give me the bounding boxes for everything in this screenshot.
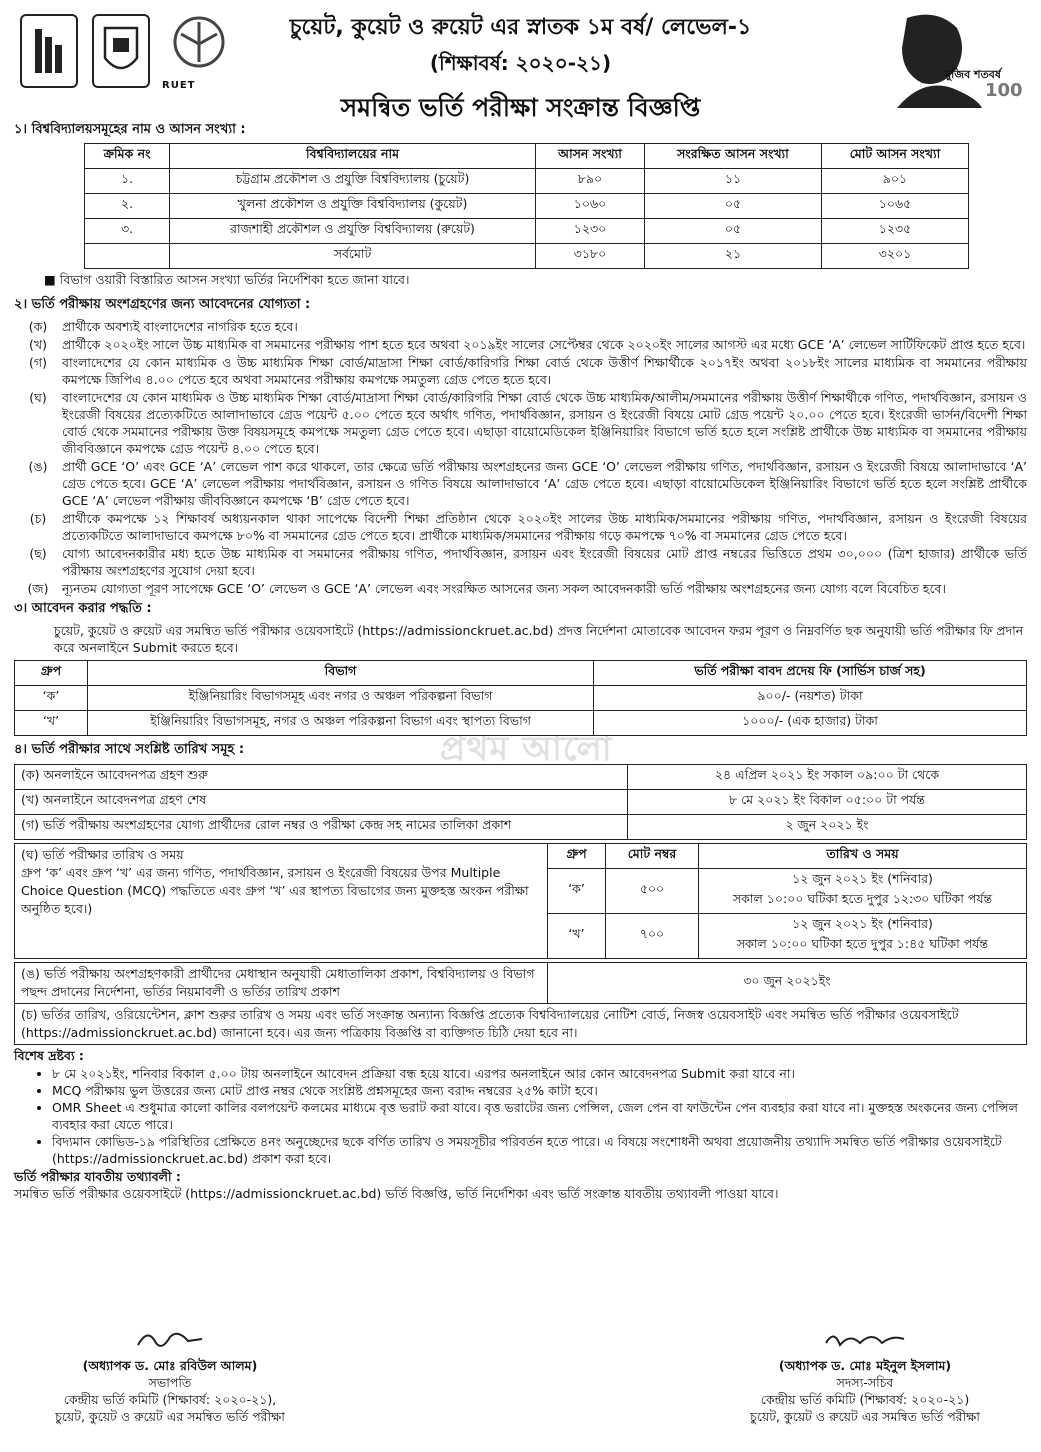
right-name: (অধ্যাপক ড. মোঃ মইনুল ইসলাম): [778, 1358, 952, 1373]
section1-title: ১। বিশ্ববিদ্যালয়সমূহের নাম ও আসন সংখ্যা :: [14, 122, 246, 137]
item-label: (গ): [29, 355, 47, 370]
cell: ইঞ্জিনিয়ারিং বিভাগসমূহ, নগর ও অঞ্চল পরিকল্পনা বিভাগ এবং স্থাপত্য বিভাগ: [88, 711, 594, 736]
cell: ১২৩০: [536, 219, 645, 244]
cell: ৩.: [85, 219, 170, 244]
title-line1: চুয়েট, কুয়েট ও রুয়েট এর স্নাতক ১ম বর্ষ/ লেভেল-১: [289, 15, 752, 40]
table-row: [15, 686, 1027, 711]
item-label: (খ): [29, 337, 47, 352]
list-item: • OMR Sheet এ শুধুমাত্র কালো কালির বলপয়েন্ট কলমের মাধ্যমে বৃত্ত ভরাট করা যাবে। বৃত্ত ভরাটের জন্য পেন্সিল, জেল পেন বা ফাউন্টেন পেন ব্যবহার করা যাবে না। মুক্তহস্ত অংকনের জন্য পেন্সিল ব্যবহার করা যেতে পারে।: [52, 1099, 1027, 1133]
col-reserved: সংরক্ষিত আসন সংখ্যা: [644, 144, 821, 169]
cell: ৮৯০: [536, 169, 645, 194]
item-label: (ঘ): [29, 390, 47, 405]
datetime-cell: [699, 914, 1027, 959]
cell: ২১: [644, 244, 821, 269]
cell: (গ) ভর্তি পরীক্ষায় অংশগ্রহণের যোগ্য প্রার্থীদের রোল নম্বর ও পরীক্ষা কেন্দ্র সহ নামের তালিকা প্রকাশ: [15, 815, 628, 840]
cell: ৫০০: [606, 869, 699, 914]
item-label: (চ): [29, 511, 47, 526]
col-serial: ক্রমিক নং: [85, 144, 170, 169]
cell: ২৪ এপ্রিল ২০২১ ইং সকাল ০৯:০০ টা থেকে: [628, 765, 1027, 790]
datetime-cell: [699, 869, 1027, 914]
item-text: বাংলাদেশের যে কোন মাধ্যমিক ও উচ্চ মাধ্যমিক শিক্ষা বোর্ড/মাদ্রাসা শিক্ষা বোর্ড/কারিগরি শিক্ষা বোর্ড থেকে উত্তীর্ণ শিক্ষার্থীকে ২০১৭ইং অথবা ২০১৮ইং সালের মাধ্যমিক বা সমমানের পরীক্ষায় কমপক্ষে জিপিএ ৪.০০ পেতে হবে অথবা সমমানের পরীক্ষায় কমপক্ষে সমতুল্য গ্রেড পেতে হতে হবে।: [62, 355, 1027, 387]
merit-text: (ঙ) ভর্তি পরীক্ষায় অংশগ্রহণকারী প্রার্থীদের মেধাস্থান অনুযায়ী মেধাতালিকা প্রকাশ, বিশ্ববিদ্যালয় ও বিভাগ পছন্দ প্রদানের নির্দেশনা, ভর্তির নিয়মাবলী ও ভর্তির তারিখ প্রকাশ: [15, 963, 548, 1004]
ruet-logo-text: RUET: [162, 80, 196, 91]
table-row: [15, 790, 1027, 815]
title-line2: (শিক্ষাবর্ষ: ২০২০-২১): [429, 51, 612, 75]
section1-note: ■ বিভাগ ওয়ারী বিস্তারিত আসন সংখ্যা ভর্তির নির্দেশিকা হতে জানা যাবে।: [44, 272, 410, 287]
table-row: [85, 219, 969, 244]
table-header-row: [85, 144, 969, 169]
section2-title: ২। ভর্তি পরীক্ষায় অংশগ্রহণের জন্য আবেদনের যোগ্যতা :: [14, 297, 311, 312]
cell: ০৫: [644, 194, 821, 219]
signature-scribble-icon: [130, 1325, 210, 1353]
table-total-row: [85, 244, 969, 269]
col-group: গ্রুপ: [15, 661, 88, 686]
mujib-centenary-badge: [867, 8, 1023, 108]
merit-table: [14, 962, 1027, 1045]
right-role: সদস্য-সচিব: [836, 1375, 894, 1390]
list-item: [14, 458, 1027, 509]
col-marks: মোট নম্বর: [606, 844, 699, 869]
badge-text: মুজিব শতবর্ষ: [945, 68, 1001, 81]
item-text: যোগ্য আবেদনকারীর মধ্য হতে উচ্চ মাধ্যমিক বা সমমানের পরীক্ষায় গণিত, পদার্থবিজ্ঞান, রসায়ন এবং ইংরেজী বিষয়ের মোট প্রাপ্ত নম্বরের ভিত্তিতে প্রথম ৩০,০০০ (ত্রিশ হাজার) প্রার্থীকে ভর্তি পরীক্ষায় অংশগ্রহণের সুযোগ দেয়া হবে।: [62, 546, 1027, 578]
cell: রাজশাহী প্রকৌশল ও প্রযুক্তি বিশ্ববিদ্যালয় (রুয়েট): [170, 219, 536, 244]
left-committee: কেন্দ্রীয় ভর্তি কমিটি (শিক্ষাবর্ষ: ২০২০-২১),: [63, 1392, 277, 1407]
col-seats: আসন সংখ্যা: [536, 144, 645, 169]
cell: ‘খ’: [548, 914, 606, 959]
seats-table: [84, 143, 969, 269]
list-item: [14, 510, 1027, 544]
section4-title: ৪। ভর্তি পরীক্ষার সাথে সংশ্লিষ্ট তারিখ সমূহ :: [14, 742, 245, 757]
item-text: প্রার্থী GCE ‘O’ এবং GCE ‘A’ লেভেল পাশ করে থাকলে, তার ক্ষেত্রে ভর্তি পরীক্ষায় অংশগ্রহনের জন্য GCE ‘O’ লেভেল পরীক্ষায় গণিত, পদার্থবিজ্ঞান, রসায়ন ও ইংরেজী বিষয়ে আলাদাভাবে ‘A’ গ্রেড পেতে হবে। GCE ‘A’ লেভেল পরীক্ষায় পদার্থবিজ্ঞান, রসায়ন ও গণিত বিষয়ে আলাদাভাবে ‘A’ গ্রেড পেতে হবে। এছাড়া বায়োমেডিকেল ইঞ্জিনিয়ারিং বিভাগে ভর্তি হতে হলে সংশ্লিষ্ট প্রার্থীকে GCE ‘A’ লেভেল পরীক্ষায় জীববিজ্ঞানে কমপক্ষে ‘B’ গ্রেড পেতে হবে।: [62, 459, 1027, 508]
cell: ১২৩৫: [821, 219, 968, 244]
left-exam: চুয়েট, কুয়েট ও রুয়েট এর সমন্বিত ভর্তি পরীক্ষা: [55, 1409, 285, 1424]
list-item: [14, 336, 1027, 353]
list-item: • বিদ্যমান কোভিড-১৯ পরিস্থিতির প্রেক্ষিতে ৪নং অনুচ্ছেদের ছকে বর্ণিত তারিখ ও সময়সূচীর পরিবর্তন হতে পারে। এ বিষয়ে সংশোধনী অথবা প্রয়োজনীয় তথ্যাদি সমন্বিত ভর্তি পরীক্ষার ওয়েবসাইটে (https://admissionckruet.ac.bd) প্রকাশ করা হবে।: [52, 1133, 1027, 1167]
header: [14, 6, 1027, 122]
notes-list: [14, 1065, 1027, 1167]
watermark-logo: প্রথম আলো: [440, 729, 613, 769]
other-info: (চ) ভর্তির তারিখ, ওরিয়েন্টেশন, ক্লাশ শুরুর তারিখ ও সময় এবং ভর্তি সংক্রান্ত অন্যান্য বিজ্ঞপ্তি প্রত্যেক বিশ্ববিদ্যালয়ের নোটিশ বোর্ড, নিজস্ব ওয়েবসাইট এবং সমন্বিত ভর্তি পরীক্ষার ওয়েবসাইটে (https://admissionckruet.ac.bd) জানানো হবে। এর জন্য পত্রিকায় বিজ্ঞপ্তি বা ব্যক্তিগত চিঠি দেয়া হবে না।: [15, 1004, 1027, 1045]
table-header-row: [15, 844, 1027, 869]
exam-description: গ্রুপ ‘ক’ এবং গ্রুপ ‘খ’ এর জন্য গণিত, পদার্থবিজ্ঞান, রসায়ন ও ইংরেজী বিষয়ের উপর Multiple Choice Question (MCQ) পদ্ধতিতে এবং গ্রুপ ‘খ’ এর স্থাপত্য বিভাগের জন্য মুক্তহস্ত অংকন পরীক্ষা অনুষ্ঠিত হবে।): [21, 865, 529, 916]
notes-title: বিশেষ দ্রষ্টব্য :: [14, 1048, 84, 1063]
col-university: বিশ্ববিদ্যালয়ের নাম: [170, 144, 536, 169]
signature-scribble-icon: [820, 1325, 910, 1353]
signature-right: [710, 1325, 1020, 1425]
table-row: [15, 815, 1027, 840]
title-main: সমন্বিত ভর্তি পরীক্ষা সংক্রান্ত বিজ্ঞপ্তি: [340, 93, 701, 122]
col-group: গ্রুপ: [548, 844, 606, 869]
list-item: • ৮ মে ২০২১ইং, শনিবার বিকাল ৫.০০ টায় অনলাইনে আবেদন প্রক্রিয়া বন্ধ হয়ে যাবে। এরপর অনলাইনে আর কোন আবেদনপত্র Submit করা যাবে না।: [52, 1065, 1027, 1082]
table-header-row: [15, 661, 1027, 686]
title-block: [194, 6, 847, 131]
item-text: প্রার্থীকে অবশ্যই বাংলাদেশের নাগরিক হতে হবে।: [62, 319, 298, 334]
cell: ২.: [85, 194, 170, 219]
exam-description-cell: [15, 844, 548, 959]
exam-date: ১২ জুন ২০২১ ইং (শনিবার): [792, 871, 933, 886]
item-label: (ছ): [29, 546, 47, 561]
list-item: • MCQ পরীক্ষায় ভুল উত্তরের জন্য মোট প্রাপ্ত নম্বর থেকে সংশ্লিষ্ট প্রশ্নসমূহের জন্য বরাদ্দ নম্বরের ২৫% কাটা হবে।: [52, 1082, 1027, 1099]
item-label: (ক): [28, 319, 48, 334]
cell: ০৫: [644, 219, 821, 244]
list-item: [14, 318, 1027, 335]
cell: ১০৬০: [536, 194, 645, 219]
list-item: [14, 580, 1027, 597]
cell: ৮ মে ২০২১ ইং বিকাল ০৫:০০ টা পর্যন্ত: [628, 790, 1027, 815]
item-text: বাংলাদেশের যে কোন মাধ্যমিক ও উচ্চ মাধ্যমিক শিক্ষা বোর্ড/মাদ্রাসা শিক্ষা বোর্ড/কারিগরি শিক্ষা বোর্ড থেকে উচ্চ মাধ্যমিক/আলীম/সমমানের পরীক্ষায় উত্তীর্ণ শিক্ষার্থীকে গণিত, পদার্থবিজ্ঞান, রসায়ন ও ইংরেজী বিষয়ের প্রত্যেকটিতে আলাদাভাবে গ্রেড পয়েন্ট ৫.০০ পেতে হবে অর্থাৎ গণিত, পদার্থবিজ্ঞান, রসায়ন ও ইংরেজী বিষয়ে মোট গ্রেড পয়েন্ট ২০.০০ পেতে হবে। ইংরেজী ভার্সন/বিদেশী শিক্ষা বোর্ড থেকে সমমানের পরীক্ষায় উক্ত বিষয়সমূহে কমপক্ষে সমতুল্য গ্রেড পেতে হবে। এছাড়া বায়োমেডিকেল ইঞ্জিনিয়ারিং বিভাগে ভর্তি হতে হলে সংশ্লিষ্ট প্রার্থীকে উচ্চ মাধ্যমিক বা সমমানের পরীক্ষায় জীববিজ্ঞানে কমপক্ষে গ্রেড পয়েন্ট ৪.০০ পেতে হবে।: [62, 390, 1027, 456]
cuet-logo-icon: [20, 14, 78, 88]
col-fee: ভর্তি পরীক্ষা বাবদ প্রদেয় ফি (সার্ভিস চার্জ সহ): [594, 661, 1027, 686]
item-label: (ঙ): [28, 459, 48, 474]
cell: ৯০০/- (নয়শত) টাকা: [594, 686, 1027, 711]
cell: ৭০০: [606, 914, 699, 959]
cell: খুলনা প্রকৌশল ও প্রযুক্তি বিশ্ববিদ্যালয় (কুয়েট): [170, 194, 536, 219]
cell: ৩১৮০: [536, 244, 645, 269]
list-item: [14, 354, 1027, 388]
total-label: সর্বমোট: [170, 244, 536, 269]
item-label: (জ): [27, 581, 49, 596]
cell: ১০৬৫: [821, 194, 968, 219]
table-row: [85, 194, 969, 219]
exam-label: (ঘ) ভর্তি পরীক্ষার তারিখ ও সময়: [21, 847, 184, 862]
col-datetime: তারিখ ও সময়: [699, 844, 1027, 869]
cell: ১০০০/- (এক হাজার) টাকা: [594, 711, 1027, 736]
cell: ‘ক’: [15, 686, 88, 711]
cell: ৯০১: [821, 169, 968, 194]
cell: ইঞ্জিনিয়ারিং বিভাগসমূহ এবং নগর ও অঞ্চল পরিকল্পনা বিভাগ: [88, 686, 594, 711]
note-text: বিভাগ ওয়ারী বিস্তারিত আসন সংখ্যা ভর্তির নির্দেশিকা হতে জানা যাবে।: [59, 272, 410, 287]
left-name: (অধ্যাপক ড. মোঃ রবিউল আলম): [82, 1358, 258, 1373]
exam-date: ১২ জুন ২০২১ ইং (শনিবার): [792, 916, 933, 931]
item-text: প্রার্থীকে কমপক্ষে ১২ শিক্ষাবর্ষ অধ্যয়নকাল থাকা সাপেক্ষে বিদেশী শিক্ষা প্রতিষ্ঠান থেকে ২০২০ইং সালের উচ্চ মাধ্যমিক/সমমানের পরীক্ষায় গণিত, পদার্থবিজ্ঞান, রসায়ন ও ইংরেজী বিষয়ের প্রত্যেকটিতে আলাদাভাবে কমপক্ষে ৮০% বা সমমানের গ্রেড পেতে হবে। প্রার্থীকে মাধ্যমিক/সমমানের পরীক্ষায় গড়ে কমপক্ষে ৭০% বা সমমানের গ্রেড পেতে হবে।: [62, 511, 1027, 543]
merit-date: ৩০ জুন ২০২১ইং: [548, 963, 1027, 1004]
cell: (ক) অনলাইনে আবেদনপত্র গ্রহণ শুরু: [15, 765, 628, 790]
info-title: ভর্তি পরীক্ষার যাবতীয় তথ্যাবলী :: [14, 1169, 181, 1184]
cell: ‘ক’: [548, 869, 606, 914]
table-row: [15, 963, 1027, 1004]
info-text: সমন্বিত ভর্তি পরীক্ষার ওয়েবসাইটে (https://admissionckruet.ac.bd) ভর্তি বিজ্ঞপ্তি, ভর্তি নির্দেশিকা এবং ভর্তি সংক্রান্ত যাবতীয় তথ্যাবলী পাওয়া যাবে।: [14, 1186, 779, 1201]
special-notes: [14, 1047, 1027, 1202]
cell: ৩২০১: [821, 244, 968, 269]
cell: ‘খ’: [15, 711, 88, 736]
exam-time: সকাল ১০:০০ ঘটিকা হতে দুপুর ১:৪৫ ঘটিকা পর্যন্ত: [736, 936, 989, 951]
signature-left: [20, 1325, 320, 1425]
cell: (খ) অনলাইনে আবেদনপত্র গ্রহণ শেষ: [15, 790, 628, 815]
kuet-logo-icon: [92, 14, 150, 88]
table-row: [85, 169, 969, 194]
table-row: [15, 1004, 1027, 1045]
right-exam: চুয়েট, কুয়েট ও রুয়েট এর সমন্বিত ভর্তি পরীক্ষা: [750, 1409, 980, 1424]
cell: ২ জুন ২০২১ ইং: [628, 815, 1027, 840]
col-department: বিভাগ: [88, 661, 594, 686]
list-item: [14, 545, 1027, 579]
exam-schedule-table: [14, 843, 1027, 959]
cell: চট্টগ্রাম প্রকৌশল ও প্রযুক্তি বিশ্ববিদ্যালয় (চুয়েট): [170, 169, 536, 194]
col-total: মোট আসন সংখ্যা: [821, 144, 968, 169]
item-text: ন্যূনতম যোগ্যতা পূরণ সাপেক্ষে GCE ‘O’ লেভেল ও GCE ‘A’ লেভেল এবং সংরক্ষিত আসনের জন্য সকল আবেদনকারী ভর্তি পরীক্ষায় অংশগ্রহনের জন্য যোগ্য বলে বিবেচিত হবে।: [62, 581, 946, 596]
left-role: সভাপতি: [148, 1375, 192, 1390]
right-committee: কেন্দ্রীয় ভর্তি কমিটি (শিক্ষাবর্ষ: ২০২০-২১): [760, 1392, 970, 1407]
list-item: [14, 389, 1027, 457]
cell: ১.: [85, 169, 170, 194]
item-text: প্রার্থীকে ২০২০ইং সালে উচ্চ মাধ্যমিক বা সমমানের পরীক্ষায় পাশ হতে হবে অথবা ২০১৯ইং সালের সেপ্টেম্বর থেকে ২০২০ইং সালের আগস্ট এর মধ্যে GCE ‘A’ লেভেল সার্টিফিকেট প্রাপ্ত হতে হবে।: [62, 337, 1026, 352]
section3-title: ৩। আবেদন করার পদ্ধতি :: [14, 601, 152, 616]
cell: ১১: [644, 169, 821, 194]
section3-text: চুয়েট, কুয়েট ও রুয়েট এর সমন্বিত ভর্তি পরীক্ষার ওয়েবসাইটে (https://admissionckruet.ac.bd) প্রদত্ত নির্দেশনা মোতাবেক আবেদন ফরম পূরণ ও নিম্নবর্ণিত ছক অনুযায়ী ভর্তি পরীক্ষার ফি প্রদান করে অনলাইনে Submit করতে হবে।: [54, 623, 1024, 655]
cell: [85, 244, 170, 269]
badge-number: 100: [985, 80, 1023, 101]
exam-time: সকাল ১০:০০ ঘটিকা হতে দুপুর ১২:৩০ ঘটিকা পর্যন্ত: [732, 891, 993, 906]
